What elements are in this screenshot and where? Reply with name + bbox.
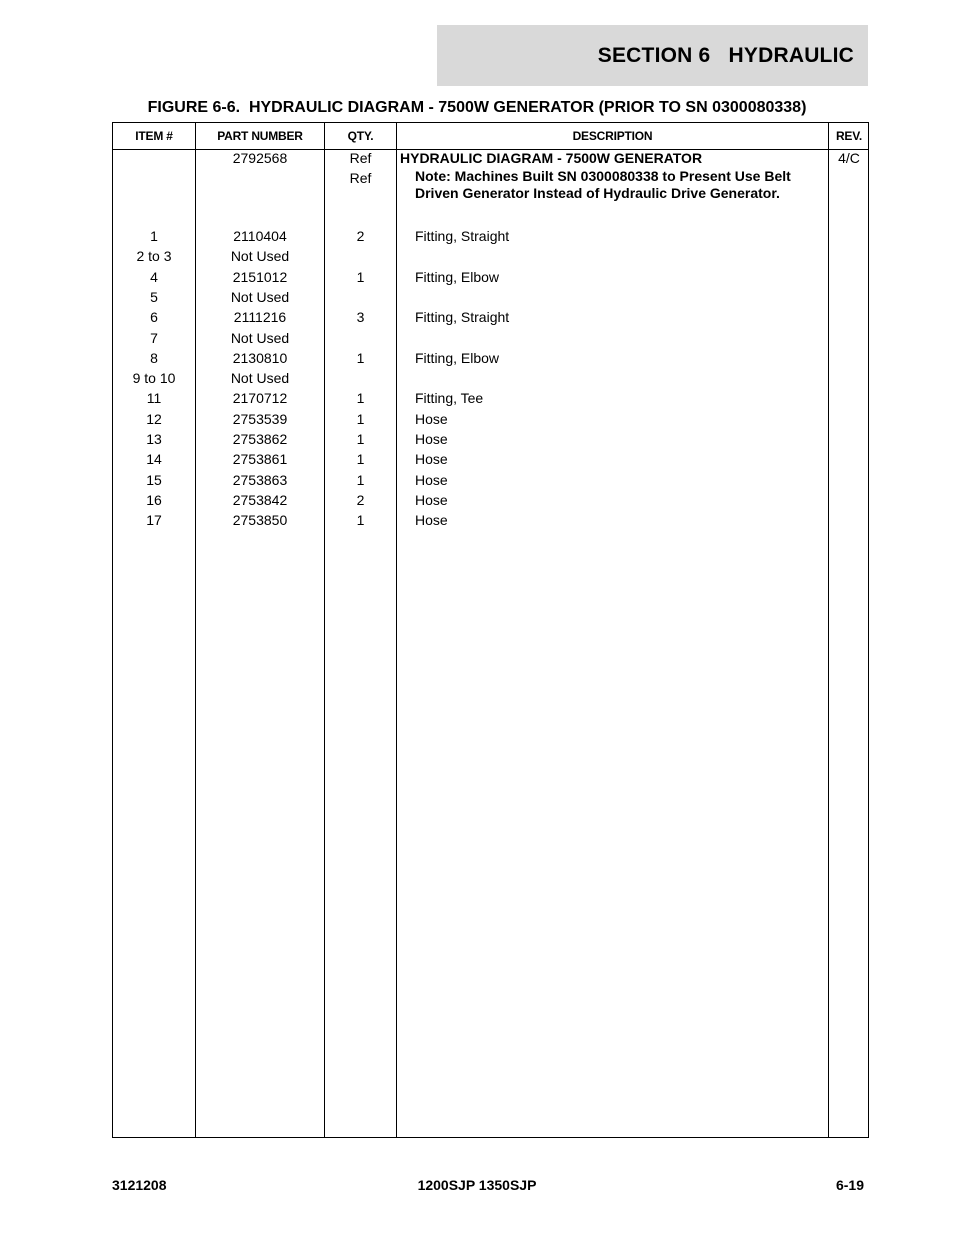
description-cell: Fitting, Straight xyxy=(415,228,510,244)
table-row xyxy=(113,368,868,388)
table-row xyxy=(113,287,868,307)
qty-cell: 1 xyxy=(356,512,365,529)
part-number-cell: Not Used xyxy=(230,370,290,387)
description-cell: Fitting, Straight xyxy=(415,309,510,326)
description-cell: HYDRAULIC DIAGRAM - 7500W GENERATOR xyxy=(400,150,703,166)
parts-table xyxy=(112,122,869,1138)
table-row xyxy=(113,328,868,348)
qty-cell: 1 xyxy=(356,268,365,285)
part-number-cell: 2753861 xyxy=(232,451,288,468)
description-cell: Hose xyxy=(415,451,448,468)
qty-cell: 1 xyxy=(356,410,365,427)
table-row xyxy=(113,409,868,429)
item-cell: 9 to 10 xyxy=(132,370,176,387)
item-cell: 16 xyxy=(146,491,162,508)
table-row xyxy=(113,429,868,449)
item-cell: 15 xyxy=(146,471,162,488)
part-number-cell: 2753863 xyxy=(232,471,288,488)
part-number-cell: 2753842 xyxy=(232,491,288,508)
item-cell: 6 xyxy=(150,309,158,326)
part-number-cell: Not Used xyxy=(230,248,290,265)
description-cell: Fitting, Elbow xyxy=(415,349,500,366)
qty-cell: 1 xyxy=(356,349,365,366)
qty-cell: 1 xyxy=(356,431,365,447)
item-cell: 4 xyxy=(150,268,158,285)
part-number-cell: Not Used xyxy=(230,329,290,346)
item-cell: 14 xyxy=(146,451,162,468)
description-cell: Hose xyxy=(415,512,448,529)
item-cell: 12 xyxy=(146,410,162,427)
header-rev: REV. xyxy=(835,129,863,143)
part-number-cell: 2111216 xyxy=(233,309,287,326)
part-number-cell: 2753850 xyxy=(232,512,288,529)
description-cell: Hose xyxy=(415,431,448,447)
qty-cell: 1 xyxy=(356,471,365,488)
table-row xyxy=(113,449,868,469)
header-qty: QTY. xyxy=(347,129,374,143)
qty-cell: Ref xyxy=(349,170,372,186)
item-cell: 7 xyxy=(150,329,158,346)
table-row xyxy=(113,307,868,327)
description-cell: Fitting, Tee xyxy=(415,390,484,407)
qty-cell: 1 xyxy=(356,451,365,468)
header-item: ITEM # xyxy=(135,129,173,143)
description-cell: Hose xyxy=(415,491,448,508)
table-row xyxy=(113,267,868,287)
header-description: DESCRIPTION xyxy=(572,129,653,143)
part-number-cell: 2753862 xyxy=(232,431,288,447)
part-number-cell: 2753539 xyxy=(232,410,288,427)
serial-number-note xyxy=(415,168,791,202)
part-number-cell: 2170712 xyxy=(232,390,288,407)
footer-page-number: 6-19 xyxy=(835,1177,864,1193)
item-cell: 8 xyxy=(150,349,158,366)
table-row xyxy=(113,470,868,490)
table-row-main-assembly xyxy=(113,148,868,168)
table-row xyxy=(113,226,868,246)
header-part-number: PART NUMBER xyxy=(217,129,303,143)
item-cell: 13 xyxy=(146,431,162,447)
part-number-cell: 2130810 xyxy=(232,349,288,366)
section-banner xyxy=(437,25,868,86)
table-row xyxy=(113,510,868,530)
qty-cell: 3 xyxy=(356,309,365,326)
note-line: Driven Generator Instead of Hydraulic Drive Generator. xyxy=(415,185,780,201)
description-cell: Hose xyxy=(415,471,448,488)
part-number-cell: 2792568 xyxy=(232,150,288,166)
table-row xyxy=(113,388,868,408)
description-cell: Fitting, Elbow xyxy=(415,268,500,285)
table-row xyxy=(113,246,868,266)
qty-cell: 2 xyxy=(356,491,365,508)
item-cell: 1 xyxy=(150,228,158,244)
item-cell: 17 xyxy=(146,512,162,529)
part-number-cell: 2151012 xyxy=(232,268,288,285)
qty-cell: 2 xyxy=(356,228,365,244)
qty-cell: Ref xyxy=(349,150,372,166)
item-cell: 5 xyxy=(150,288,158,305)
qty-cell: 1 xyxy=(356,390,365,407)
table-row xyxy=(113,490,868,510)
footer-doc-number: 3121208 xyxy=(112,1177,167,1193)
table-row xyxy=(113,348,868,368)
item-cell: 2 to 3 xyxy=(136,248,172,265)
part-number-cell: Not Used xyxy=(230,288,290,305)
part-number-cell: 2110404 xyxy=(233,228,287,244)
rev-cell: 4/C xyxy=(838,150,860,166)
note-line: Note: Machines Built SN 0300080338 to Present Use Belt xyxy=(415,168,791,184)
section-title: SECTION 6 HYDRAULIC xyxy=(597,43,854,67)
item-cell: 11 xyxy=(146,390,162,407)
footer-models: 1200SJP 1350SJP xyxy=(417,1177,537,1193)
figure-title: FIGURE 6-6. HYDRAULIC DIAGRAM - 7500W GENERATOR (PRIOR TO SN 0300080338) xyxy=(147,99,807,116)
description-cell: Hose xyxy=(415,410,448,427)
